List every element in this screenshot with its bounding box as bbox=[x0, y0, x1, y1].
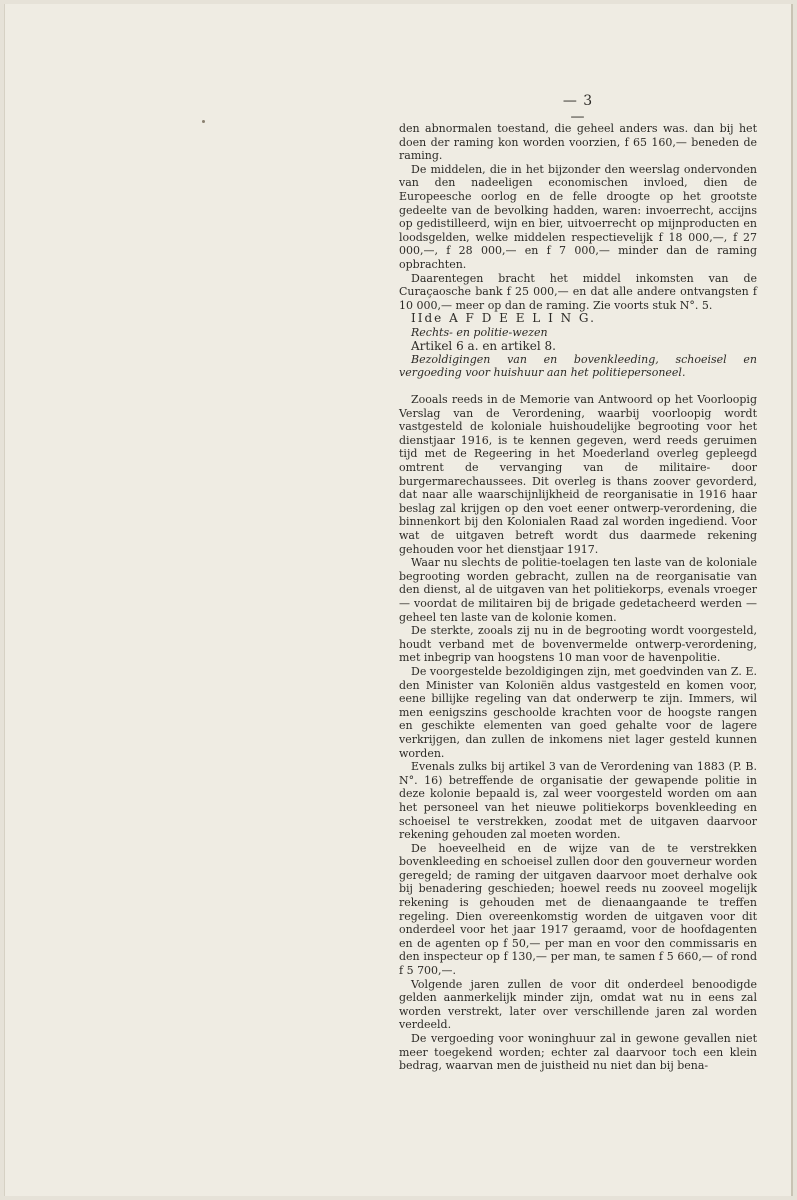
section-heading: IIde A F D E E L I N G. bbox=[411, 311, 596, 326]
document-page bbox=[4, 4, 793, 1196]
paragraph: Zooals reeds in de Memorie van Antwoord op het Voorloopig Verslag van de Verordening, waarbij voorloopig wordt vastgesteld de koloniale huishoudelijke begrooting voor het dienstjaar 1916, is te kennen gegeven, werd reeds geruimen tijd met de Regeering in het Moederland overleg gepleegd omtrent de vervanging van de militaire- door burgermarechaussees. Dit overleg is thans zoover gevorderd, dat naar alle waarschijnlijkheid de reorganisatie in 1916 haar beslag zal krijgen op den voet eener ontwerp-verordening, die binnenkort bij den Kolonialen Raad zal worden ingediend. Voor wat de uitgaven betreft wordt dus daarmede rekening gehouden voor het dienstjaar 1917. bbox=[399, 393, 757, 556]
paragraph: De voorgestelde bezoldigingen zijn, met goedvinden van Z. E. den Minister van Koloniën aldus vastgesteld en komen voor, eene billijke regeling van dat onderwerp te zijn. Immers, wil men eenigszins geschoolde krachten voor de hoogste rangen en geschikte elementen van goed gehalte voor de lagere verkrijgen, dan zullen de inkomens niet lager gesteld kunnen worden. bbox=[399, 664, 757, 760]
paragraph: Daarentegen bracht het middel inkomsten van de Curaçaosche bank f 25 000,— en dat alle andere ontvangsten f 10 000,— meer op dan de raming. Zie voorts stuk N°. 5. bbox=[399, 271, 757, 312]
page-speck bbox=[202, 120, 205, 123]
paragraph: Waar nu slechts de politie-toelagen ten laste van de koloniale begrooting worden gebracht, zullen na de reorganisatie van den dienst, al de uitgaven van het politiekorps, evenals vroeger — voordat de militairen bij de brigade gedetacheerd werden — geheel ten laste van de kolonie komen. bbox=[399, 556, 757, 624]
paragraph: Volgende jaren zullen de voor dit onderdeel benoodigde gelden aanmerkelijk minder zijn, omdat wat nu in eens zal worden verstrekt, later over verschillende jaren zal worden verdeeld. bbox=[399, 977, 757, 1032]
paragraph: den abnormalen toestand, die geheel anders was. dan bij het doen der raming kon worden voorzien, f 65 160,— beneden de raming. bbox=[399, 122, 757, 163]
paragraph: Evenals zulks bij artikel 3 van de Verordening van 1883 (P. B. N°. 16) betreffende de organisatie der gewapende politie in deze kolonie bepaald is, zal weer voorgesteld worden om aan het personeel van het nieuwe politiekorps bovenkleeding en schoeisel te verstrekken, zoodat met de uitgaven daarvoor rekening gehouden zal moeten worden. bbox=[399, 760, 757, 842]
paragraph: De middelen, die in het bijzonder den weerslag ondervonden van den nadeeligen economischen invloed, dien de Europeesche oorlog en de felle droogte op het grootste gedeelte van de bevolking hadden, waren: invoerrecht, accijns op gedistilleerd, wijn en bier, uitvoerrecht op mijnproducten en loodsgelden, welke middelen respectievelijk f 18 000,—, f 27 000,—, f 28 000,— en f 7 000,— minder dan de raming opbrachten. bbox=[399, 162, 757, 271]
paragraph: De vergoeding voor woninghuur zal in gewone gevallen niet meer toegekend worden; echter zal daarvoor toch een klein bedrag, waarvan men de juistheid nu niet dan bij bena- bbox=[399, 1032, 757, 1073]
paragraph: De sterkte, zooals zij nu in de begrooting wordt voorgesteld, houdt verband met de bovenvermelde ontwerp-verordening, met inbegrip van hoogstens 10 man voor de havenpolitie. bbox=[399, 624, 757, 665]
section-subtitle: Rechts- en politie-wezen bbox=[411, 325, 548, 339]
page-number: — 3 — bbox=[562, 93, 594, 125]
paragraph: De hoeveelheid en de wijze van de te verstrekken bovenkleeding en schoeisel zullen door den gouverneur worden geregeld; de raming der uitgaven daarvoor moet derhalve ook bij benadering geschieden; hoewel reeds nu zooveel mogelijk rekening is gehouden met de dienaangaande te treffen regeling. Dien overeenkomstig worden de uitgaven voor dit onderdeel voor het jaar 1917 geraamd, voor de hoofdagenten en de agenten op f 50,— per man en voor den commissaris en den inspecteur op f 130,— per man, te samen f 5 660,— of rond f 5 700,—. bbox=[399, 841, 757, 978]
article-description: Bezoldigingen van en bovenkleeding, schoeisel en vergoeding voor huishuur aan het politiepersoneel. bbox=[399, 353, 757, 380]
article-heading: Artikel 6 a. en artikel 8. bbox=[411, 338, 556, 353]
text-column bbox=[399, 122, 757, 1073]
